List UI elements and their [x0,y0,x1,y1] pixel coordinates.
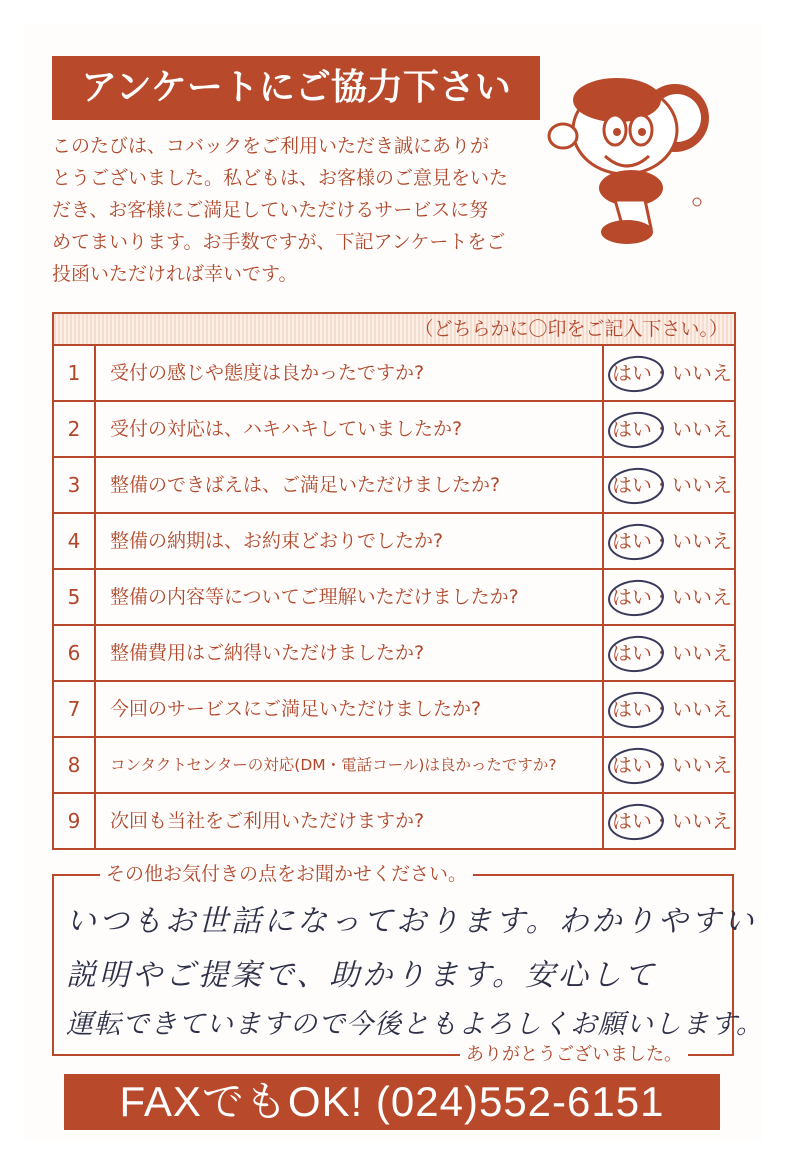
answer-option[interactable]: はい・いいえ [604,402,734,456]
answer-option[interactable]: はい・いいえ [604,570,734,624]
handwritten-line: 説明やご提案で、助かります。安心して [66,958,657,993]
handwritten-line: いつもお世話になっております。わかりやすい [66,904,757,939]
question-number: 2 [54,402,96,456]
answer-option[interactable]: はい・いいえ [604,458,734,512]
handwritten-line: 運転できていますので今後ともよろしくお願いします。 [66,1009,764,1040]
answer-option[interactable]: はい・いいえ [604,626,734,680]
question-text: 整備費用はご納得いただけましたか? [96,626,604,680]
answer-option[interactable]: はい・いいえ [604,738,734,792]
table-row [54,794,734,848]
question-text: 受付の感じや態度は良かったですか? [96,346,604,400]
table-instruction: （どちらかに〇印をご記入下さい。） [54,314,734,346]
table-row [54,514,734,570]
answer-option[interactable]: はい・いいえ [604,346,734,400]
comments-label: その他お気付きの点をお聞かせください。 [100,862,473,886]
question-text: 整備のできばえは、ご満足いただけましたか? [96,458,604,512]
comments-section [52,862,764,1065]
table-row [54,626,734,682]
question-number: 6 [54,626,96,680]
table-row [54,402,734,458]
question-number: 4 [54,514,96,568]
table-row [54,458,734,514]
answer-option[interactable]: はい・いいえ [604,794,734,848]
intro-text: このたびは、コバックをご利用いただき誠にありが とうございました。私どもは、お客様のご意見をいた だき、お客様にご満足していただけるサービスに努 めてまいります。お手数ですが、下記アンケートをご 投函いただければ幸いです。 [52,135,509,285]
question-number: 3 [54,458,96,512]
question-number: 7 [54,682,96,736]
question-text: 整備の納期は、お約束どおりでしたか? [96,514,604,568]
fax-banner: FAXでもOK! (024)552-6151 [64,1074,720,1130]
thanks-text: ありがとうございました。 [460,1044,688,1066]
page-title: アンケートにご協力下さい [52,56,540,120]
table-row [54,570,734,626]
question-number: 9 [54,794,96,848]
question-number: 5 [54,570,96,624]
question-number: 8 [54,738,96,792]
mascot-logo [545,60,715,260]
question-text: コンタクトセンターの対応(DM・電話コール)は良かったですか? [96,738,604,792]
table-row [54,682,734,738]
question-text: 整備の内容等についてご理解いただけましたか? [96,570,604,624]
question-text: 受付の対応は、ハキハキしていましたか? [96,402,604,456]
survey-table [52,312,736,850]
question-number: 1 [54,346,96,400]
question-text: 次回も当社をご利用いただけますか? [96,794,604,848]
table-row [54,738,734,794]
table-row [54,346,734,402]
answer-option[interactable]: はい・いいえ [604,682,734,736]
question-text: 今回のサービスにご満足いただけましたか? [96,682,604,736]
answer-option[interactable]: はい・いいえ [604,514,734,568]
